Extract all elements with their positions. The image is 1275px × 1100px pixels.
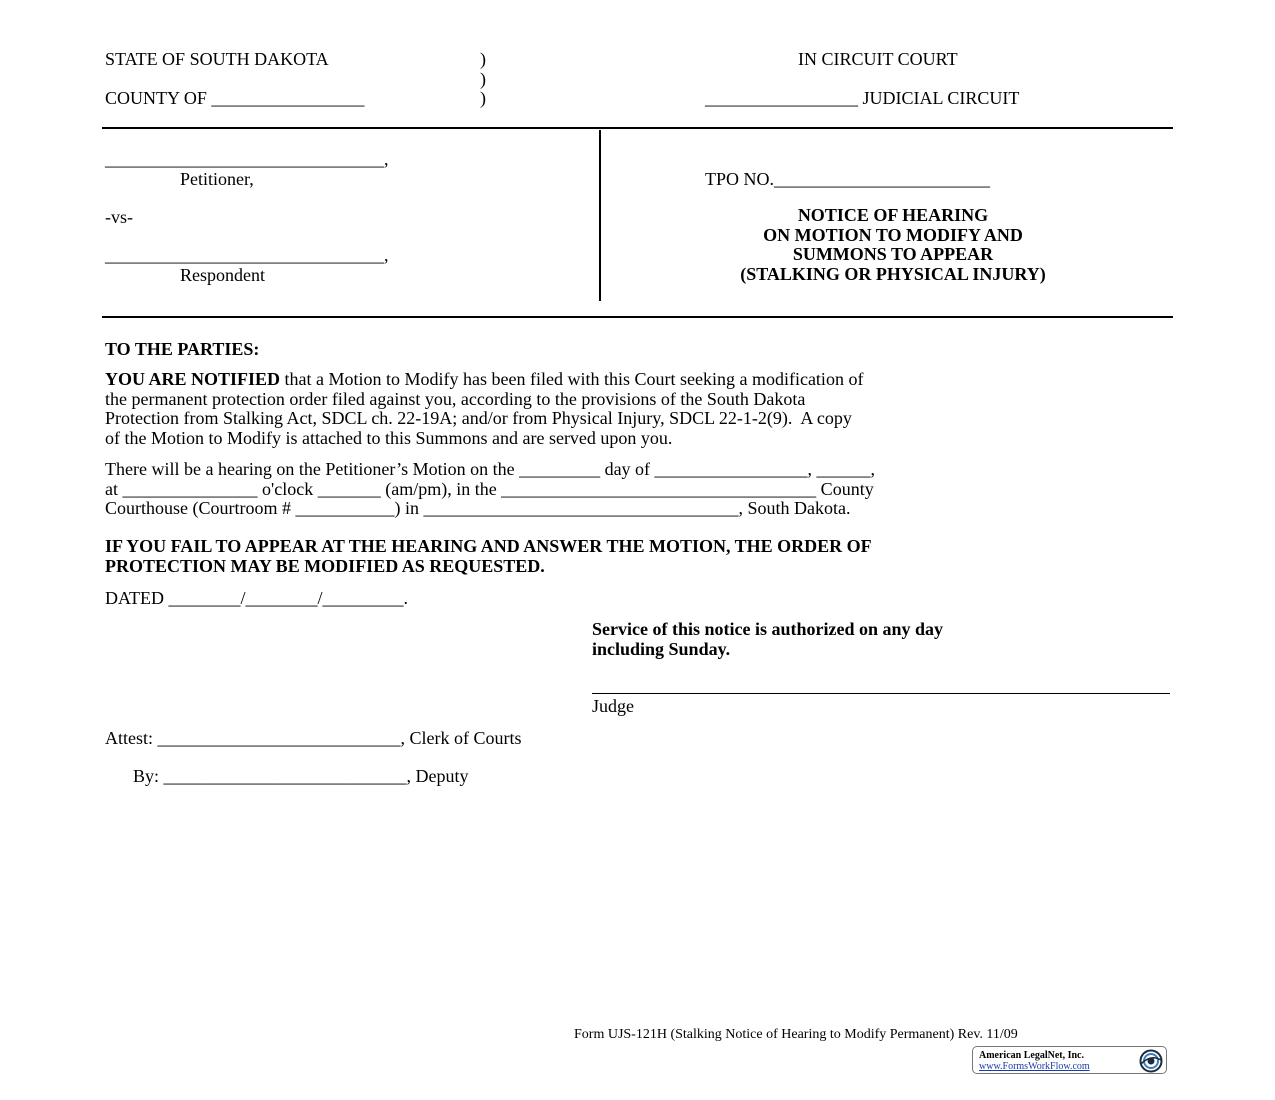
service-line: including Sunday. xyxy=(592,638,731,659)
warning-paragraph xyxy=(105,537,872,576)
caption-bottom-rule xyxy=(102,316,1173,318)
caption-paren: ) xyxy=(480,69,486,89)
notified-lead: YOU ARE NOTIFIED xyxy=(105,369,281,389)
publisher-logo xyxy=(972,1046,1167,1074)
notified-line: of the Motion to Modify is attached to this Summons and are served upon you. xyxy=(105,427,673,448)
hearing-line: There will be a hearing on the Petitioner’s Motion on the _________ day of _________________, ______, xyxy=(105,459,876,479)
petitioner-label: Petitioner, xyxy=(180,169,254,189)
respondent-label: Respondent xyxy=(180,265,265,285)
notified-line: the permanent protection order filed against you, according to the provisions of the South Dakota xyxy=(105,388,806,409)
tpo-number: TPO NO.________________________ xyxy=(705,169,991,189)
document-title xyxy=(600,206,1186,284)
caption-paren: ) xyxy=(480,49,486,69)
judge-label: Judge xyxy=(592,696,634,716)
form-id: Form UJS-121H (Stalking Notice of Hearing to Modify Permanent) Rev. 11/09 xyxy=(574,1027,1018,1042)
dated-line: DATED ________/________/_________. xyxy=(105,588,408,608)
globe-swirl-icon xyxy=(1139,1049,1163,1073)
state-caption: STATE OF SOUTH DAKOTA xyxy=(105,49,329,69)
versus-label: -vs- xyxy=(105,207,133,227)
petitioner-line: _______________________________, xyxy=(105,149,389,169)
hearing-line: at _______________ o'clock _______ (am/pm), in the ___________________________________ County xyxy=(105,478,874,499)
judge-signature-line xyxy=(592,693,1170,694)
to-parties-heading: TO THE PARTIES: xyxy=(105,339,260,359)
hearing-line: Courthouse (Courtroom # ___________) in ___________________________________, South Dakota. xyxy=(105,498,851,518)
notified-line: Protection from Stalking Act, SDCL ch. 22-19A; and/or from Physical Injury, SDCL 22-1-2(9). A copy xyxy=(105,408,852,428)
title-line: SUMMONS TO APPEAR xyxy=(792,244,994,264)
notified-paragraph xyxy=(105,370,863,448)
title-line: ON MOTION TO MODIFY AND xyxy=(763,224,1023,245)
logo-company-name: American LegalNet, Inc. xyxy=(979,1050,1084,1061)
deputy-line: By: ___________________________, Deputy xyxy=(133,766,469,786)
caption-top-rule xyxy=(102,127,1173,129)
warning-line: PROTECTION MAY BE MODIFIED AS REQUESTED. xyxy=(105,555,545,576)
service-line: Service of this notice is authorized on any day xyxy=(592,619,943,639)
county-caption: COUNTY OF _________________ xyxy=(105,88,365,108)
attest-line: Attest: ___________________________, Clerk of Courts xyxy=(105,728,522,748)
notified-line: that a Motion to Modify has been filed with this Court seeking a modification of xyxy=(280,369,864,389)
respondent-line: _______________________________, xyxy=(105,245,389,265)
service-notice xyxy=(592,620,943,659)
title-line: (STALKING OR PHYSICAL INJURY) xyxy=(740,263,1046,284)
hearing-paragraph xyxy=(105,460,875,519)
warning-line: IF YOU FAIL TO APPEAR AT THE HEARING AND ANSWER THE MOTION, THE ORDER OF xyxy=(105,536,872,556)
logo-website-link[interactable]: www.FormsWorkFlow.com xyxy=(979,1061,1090,1072)
caption-paren: ) xyxy=(480,88,486,108)
court-caption: IN CIRCUIT COURT xyxy=(798,49,958,69)
title-line: NOTICE OF HEARING xyxy=(797,205,989,225)
circuit-caption: _________________ JUDICIAL CIRCUIT xyxy=(705,88,1020,108)
